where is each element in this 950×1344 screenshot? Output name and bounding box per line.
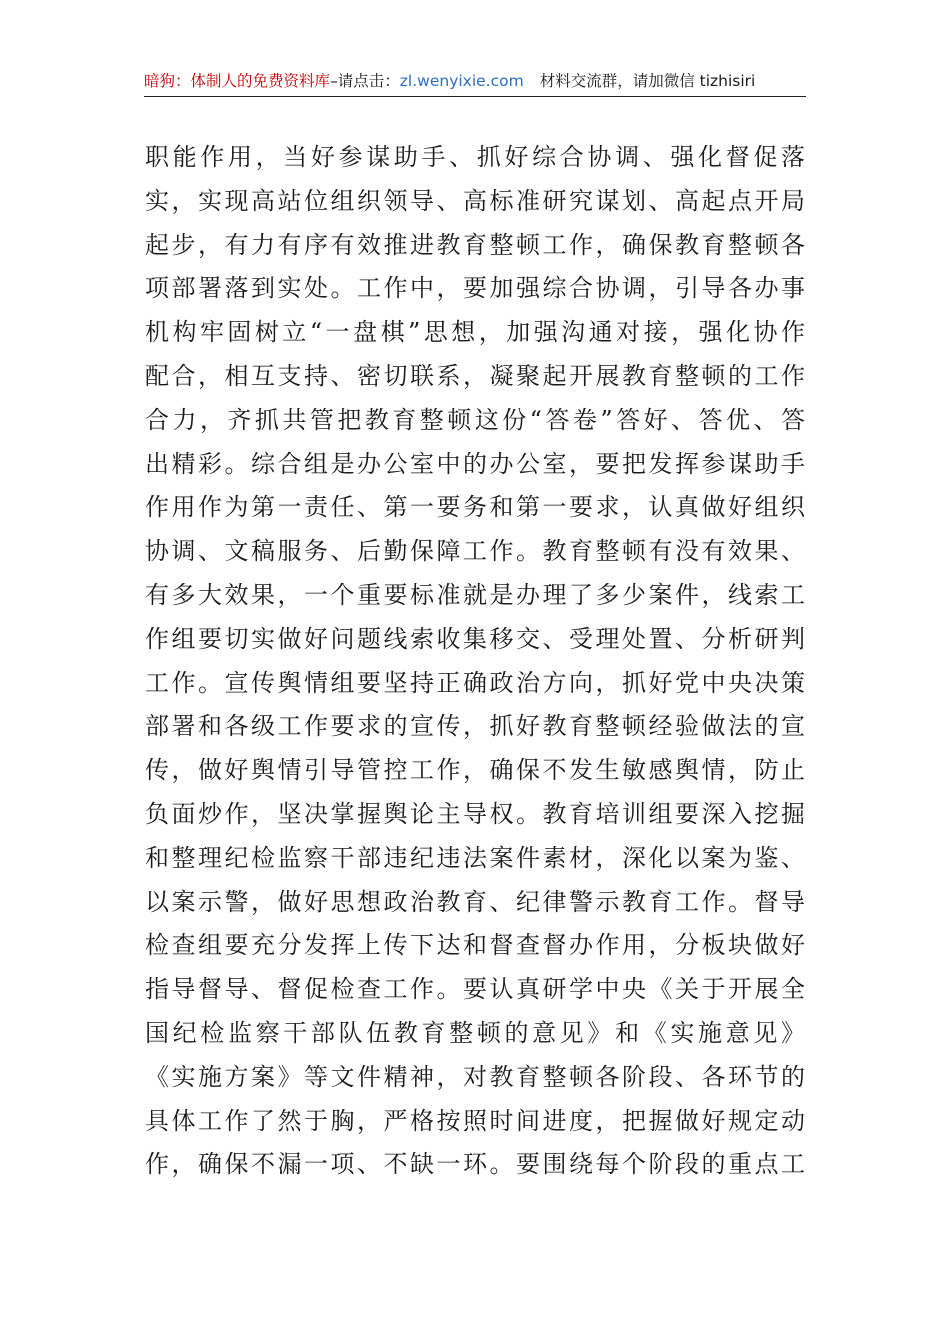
header-prompt: –请点击：: [330, 72, 400, 90]
text-line: 机构牢固树立“一盘棋”思想，加强沟通对接，强化协作: [145, 318, 805, 347]
text-line: 和整理纪检监察干部违纪违法案件素材，深化以案为鉴、: [145, 843, 805, 872]
document-body: [145, 136, 805, 1187]
text-line: 配合，相互支持、密切联系，凝聚起开展教育整顿的工作: [145, 361, 805, 390]
text-line: 负面炒作，坚决掌握舆论主导权。教育培训组要深入挖掘: [145, 799, 805, 828]
header-brand: 暗狗：体制人的免费资料库: [144, 72, 331, 90]
text-line: 《实施方案》等文件精神，对教育整顿各阶段、各环节的: [145, 1062, 805, 1091]
text-line: 以案示警，做好思想政治教育、纪律警示教育工作。督导: [145, 887, 805, 916]
header-link[interactable]: zl.wenyixie.com: [399, 72, 524, 90]
text-line: 作，确保不漏一项、不缺一环。要围绕每个阶段的重点工: [145, 1150, 805, 1179]
text-line: 项部署落到实处。工作中，要加强综合协调，引导各办事: [145, 274, 805, 303]
text-line: 工作。宣传舆情组要坚持正确政治方向，抓好党中央决策: [145, 668, 805, 697]
text-line: 起步，有力有序有效推进教育整顿工作，确保教育整顿各: [145, 230, 805, 259]
text-line: 协调、文稿服务、后勤保障工作。教育整顿有没有效果、: [145, 537, 805, 566]
text-line: 作组要切实做好问题线索收集移交、受理处置、分析研判: [145, 624, 805, 653]
text-line: 实，实现高站位组织领导、高标准研究谋划、高起点开局: [145, 186, 805, 215]
text-line: 有多大效果，一个重要标准就是办理了多少案件，线索工: [145, 580, 805, 609]
text-line: 出精彩。综合组是办公室中的办公室，要把发挥参谋助手: [145, 449, 805, 478]
text-line: 作用作为第一责任、第一要务和第一要求，认真做好组织: [145, 493, 805, 522]
text-line: 部署和各级工作要求的宣传，抓好教育整顿经验做法的宣: [145, 712, 805, 741]
header-wechat-note: 材料交流群，请加微信 tizhisiri: [539, 72, 756, 90]
text-line: 具体工作了然于胸，严格按照时间进度，把握做好规定动: [145, 1106, 805, 1135]
text-line: 国纪检监察干部队伍教育整顿的意见》和《实施意见》: [145, 1018, 805, 1047]
text-line: 传，做好舆情引导管控工作，确保不发生敏感舆情，防止: [145, 756, 805, 785]
text-line: 职能作用，当好参谋助手、抓好综合协调、强化督促落: [145, 143, 805, 171]
text-line: 检查组要充分发挥上传下达和督查督办作用，分板块做好: [145, 931, 805, 960]
text-line: 指导督导、督促检查工作。要认真研学中央《关于开展全: [145, 975, 805, 1004]
page-header: [144, 70, 806, 97]
text-line: 合力，齐抓共管把教育整顿这份“答卷”答好、答优、答: [145, 405, 805, 434]
